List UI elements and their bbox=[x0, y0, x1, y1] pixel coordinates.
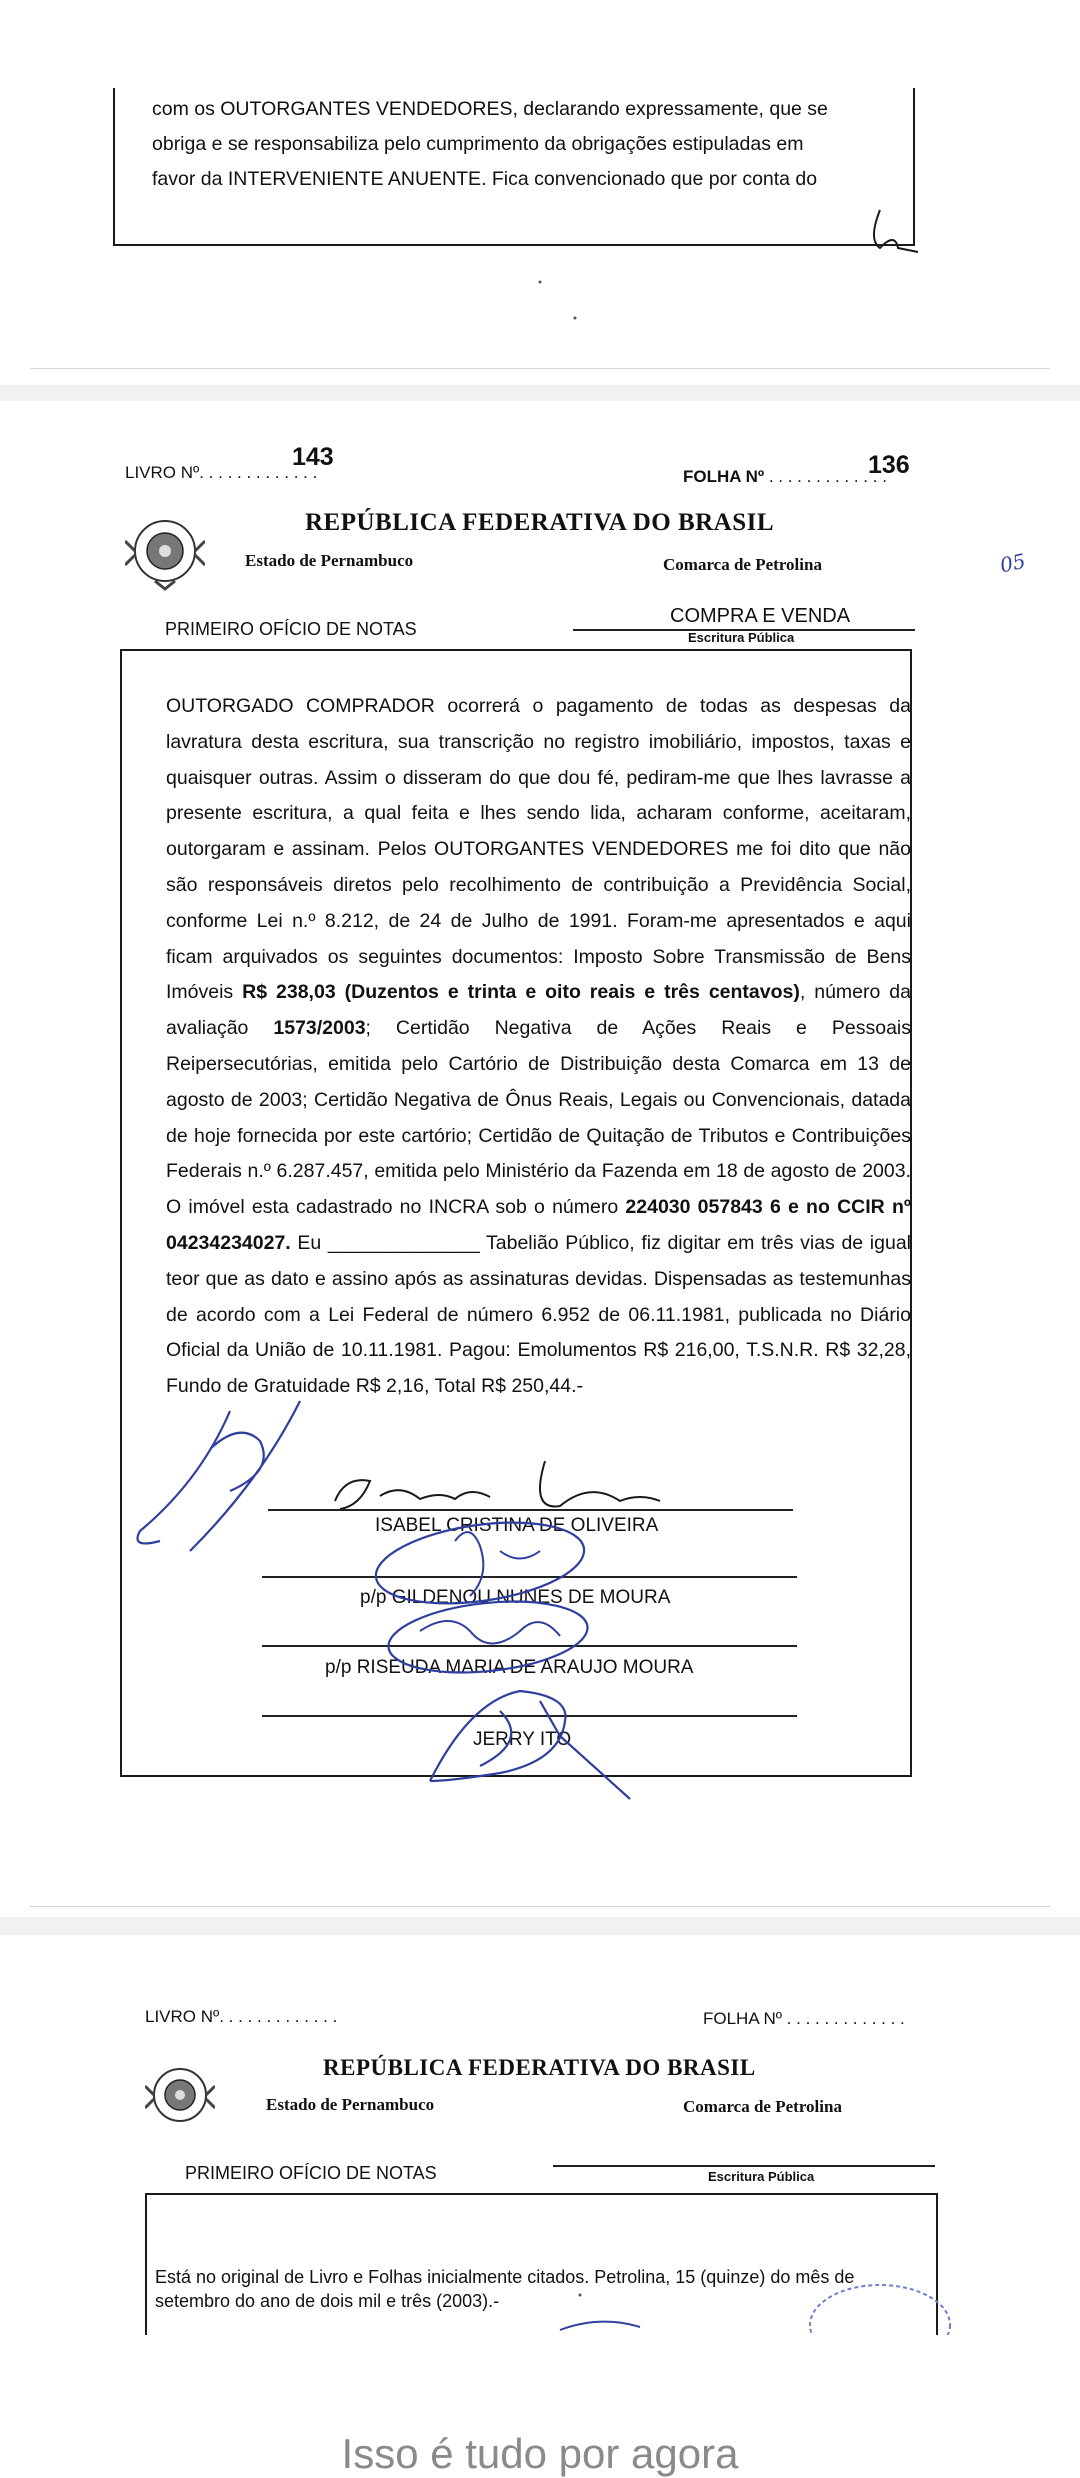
itbi-value: R$ 238,03 (Duzentos e trinta e oito reais e três centavos) bbox=[242, 981, 800, 1004]
deed-text-part-3: ; Certidão Negativa de Ações Reais e Pessoais Reipersecutórias, emitida pelo Cartório de Distribuição desta Comarca em 13 de agosto de 2003; Certidão Negativa de Ônus Reais, Legais ou Convencionais, datada de hoje fornecida por este cartório; Certidão de Quitação de Tributos e Contribuições Federais n.º 6.287.457, emitida pelo Ministério da Fazenda em 18 de agosto de 2003. O imóvel esta cadastrado no INCRA sob o número bbox=[166, 1017, 911, 1219]
livro-label-3: LIVRO Nº. . . . . . . . . . . . . bbox=[145, 2007, 338, 2026]
deed-text-part-1: OUTORGADO COMPRADOR ocorrerá o pagamento de todas as despesas da lavratura desta escritura, sua transcrição no registro imobiliário, impostos, taxas e quaisquer outras. Assim o disseram do que dou fé, pediram-me que lhes lavrasse a presente escritura, a qual feita e lhes sendo lida, acharam conforme, aceitaram, outorgaram e assinam. Pelos OUTORGANTES VENDEDORES me foi dito que não são responsáveis diretos pelo recolhimento de contribuição a Previdência Social, conforme Lei n.º 8.212, de 24 de Julho de 1991. Foram-me apresentados e aqui ficam arquivados os seguintes documentos: Imposto Sobre Transmissão de Bens Imóveis bbox=[166, 695, 911, 1004]
deed-type: COMPRA E VENDA bbox=[670, 605, 851, 627]
republic-title-3: REPÚBLICA FEDERATIVA DO BRASIL bbox=[323, 2055, 756, 2080]
folha-number: 136 bbox=[868, 451, 910, 479]
page3-text-frame bbox=[145, 2193, 938, 2335]
republic-title: REPÚBLICA FEDERATIVA DO BRASIL bbox=[305, 509, 775, 536]
state-name: Estado de Pernambuco bbox=[245, 551, 414, 570]
livro-label: LIVRO Nº. . . . . . . . . . . . . bbox=[125, 463, 318, 482]
deed-text-part-2: , número da avaliação bbox=[166, 981, 911, 1040]
folha-label-3: FOLHA Nº . . . . . . . . . . . . . bbox=[703, 2009, 905, 2028]
page1-line-2: obriga e se responsabiliza pelo cumprimento da obrigações estipuladas em bbox=[152, 133, 804, 155]
signature-line-3 bbox=[262, 1645, 797, 1647]
document-page-3 bbox=[0, 1935, 1080, 2335]
deed-body-text bbox=[166, 689, 911, 1405]
deed-caption-3: Escritura Pública bbox=[708, 2169, 815, 2184]
document-page-1 bbox=[0, 0, 1080, 385]
comarca-name: Comarca de Petrolina bbox=[663, 555, 822, 574]
coat-of-arms-icon bbox=[145, 2060, 215, 2130]
separator-line bbox=[30, 368, 1050, 369]
coat-of-arms-icon bbox=[125, 511, 205, 591]
deed-caption: Escritura Pública bbox=[688, 630, 795, 645]
appraisal-number: 1573/2003 bbox=[273, 1017, 366, 1040]
page1-line-1: com os OUTORGANTES VENDEDORES, declarando expressamente, que se bbox=[152, 98, 828, 120]
page1-line-3: favor da INTERVENIENTE ANUENTE. Fica convencionado que por conta do bbox=[152, 168, 818, 190]
page-separator bbox=[0, 385, 1080, 401]
office-name: PRIMEIRO OFÍCIO DE NOTAS bbox=[165, 619, 417, 639]
signature-line-1 bbox=[268, 1509, 793, 1511]
livro-number: 143 bbox=[292, 443, 334, 471]
signatory-4: JERRY ITO bbox=[473, 1729, 572, 1750]
comarca-name-3: Comarca de Petrolina bbox=[683, 2097, 842, 2116]
signatory-2: p/p GILDENOU NUNES DE MOURA bbox=[360, 1587, 671, 1608]
signature-line-2 bbox=[262, 1576, 797, 1578]
office-name-3: PRIMEIRO OFÍCIO DE NOTAS bbox=[185, 2163, 437, 2183]
document-page-2 bbox=[0, 401, 1080, 1917]
page3-text: Está no original de Livro e Folhas inicialmente citados. Petrolina, 15 (quinze) do mês de setembro do ano de dois mil e três (2003).- bbox=[155, 2267, 855, 2311]
state-name-3: Estado de Pernambuco bbox=[266, 2095, 435, 2114]
page1-text bbox=[152, 92, 900, 197]
deed-text-part-4: Eu ______________ Tabelião Público, fiz digitar em três vias de igual teor que as dato e assino após as assinaturas devidas. Dispensadas as testemunhas de acordo com a Lei Federal de número 6.952 de 06.11.1981, publicada no Diário Oficial da União de 10.11.1981. Pagou: Emolumentos R$ 216,00, T.S.N.R. R$ 32,28, Fundo de Gratuidade R$ 2,16, Total R$ 250,44.- bbox=[166, 1231, 911, 1398]
signatory-1: ISABEL CRISTINA DE OLIVEIRA bbox=[375, 1515, 659, 1536]
signatory-3: p/p RISEUDA MARIA DE ARAUJO MOURA bbox=[325, 1657, 694, 1678]
page-separator bbox=[0, 1917, 1080, 1935]
page2-bottom-rule bbox=[30, 1906, 1050, 1907]
end-of-content-message: Isso é tudo por agora bbox=[341, 2430, 739, 2477]
folha-label: FOLHA Nº . . . . . . . . . . . . . bbox=[683, 467, 887, 486]
incra-ccir-number: 224030 057843 6 e no CCIR nº 04234234027. bbox=[166, 1196, 911, 1254]
margin-note: 05 bbox=[997, 548, 1028, 578]
signature-line-4 bbox=[262, 1715, 797, 1717]
deed-rule-3 bbox=[553, 2165, 935, 2167]
